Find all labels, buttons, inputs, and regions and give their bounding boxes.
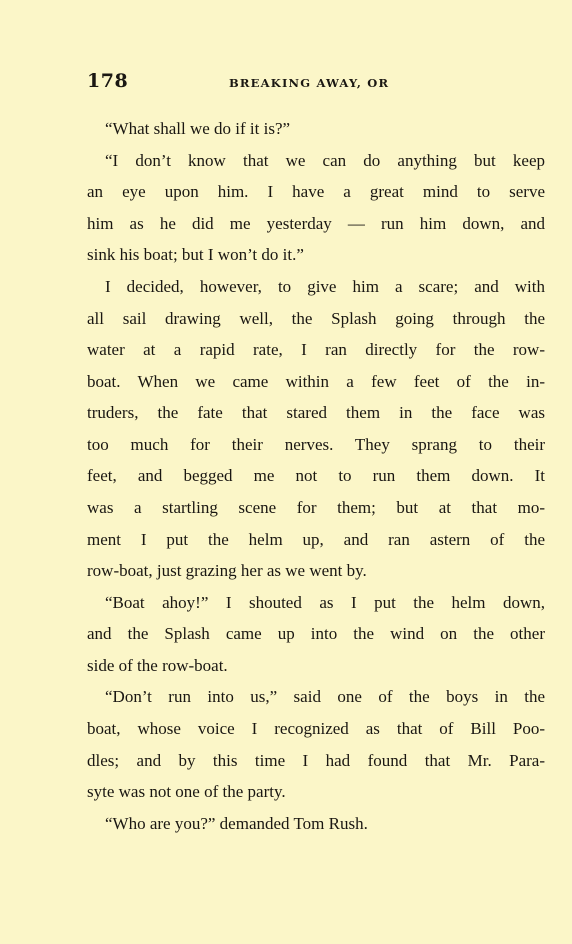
text-line: side of the row-boat. (87, 656, 228, 675)
text-line: an eye upon him. I have a great mind to serve (87, 182, 545, 201)
running-head: BREAKING AWAY, OR (229, 76, 390, 90)
text-line: dles; and by this time I had found that Mr. Para- (87, 751, 545, 770)
text-line: “Boat ahoy!” I shouted as I put the helm down, (105, 593, 545, 612)
text-line: I decided, however, to give him a scare; and with (105, 277, 545, 296)
text-line: too much for their nerves. They sprang to their (87, 435, 545, 454)
text-line: “Don’t run into us,” said one of the boys in the (105, 687, 545, 706)
text-line: boat. When we came within a few feet of the in- (87, 372, 545, 391)
text-line: syte was not one of the party. (87, 782, 286, 801)
text-line: row-boat, just grazing her as we went by. (87, 561, 367, 580)
text-line: was a startling scene for them; but at that mo- (87, 498, 545, 517)
text-line: all sail drawing well, the Splash going through the (87, 309, 545, 328)
text-line: truders, the fate that stared them in the face was (87, 403, 545, 422)
text-line: water at a rapid rate, I ran directly for the row- (87, 340, 545, 359)
text-line: ment I put the helm up, and ran astern of the (87, 530, 545, 549)
text-line: “I don’t know that we can do anything but keep (105, 151, 545, 170)
text-line: “Who are you?” demanded Tom Rush. (105, 814, 368, 833)
page-number: 178 (87, 70, 129, 92)
text-line: sink his boat; but I won’t do it.” (87, 245, 304, 264)
text-line: and the Splash came up into the wind on the other (87, 624, 545, 643)
text-line: “What shall we do if it is?” (105, 119, 291, 138)
text-line: boat, whose voice I recognized as that of Bill Poo- (87, 719, 545, 738)
text-line: feet, and begged me not to run them down. It (87, 466, 545, 485)
text-line: him as he did me yesterday — run him down, and (87, 214, 545, 233)
